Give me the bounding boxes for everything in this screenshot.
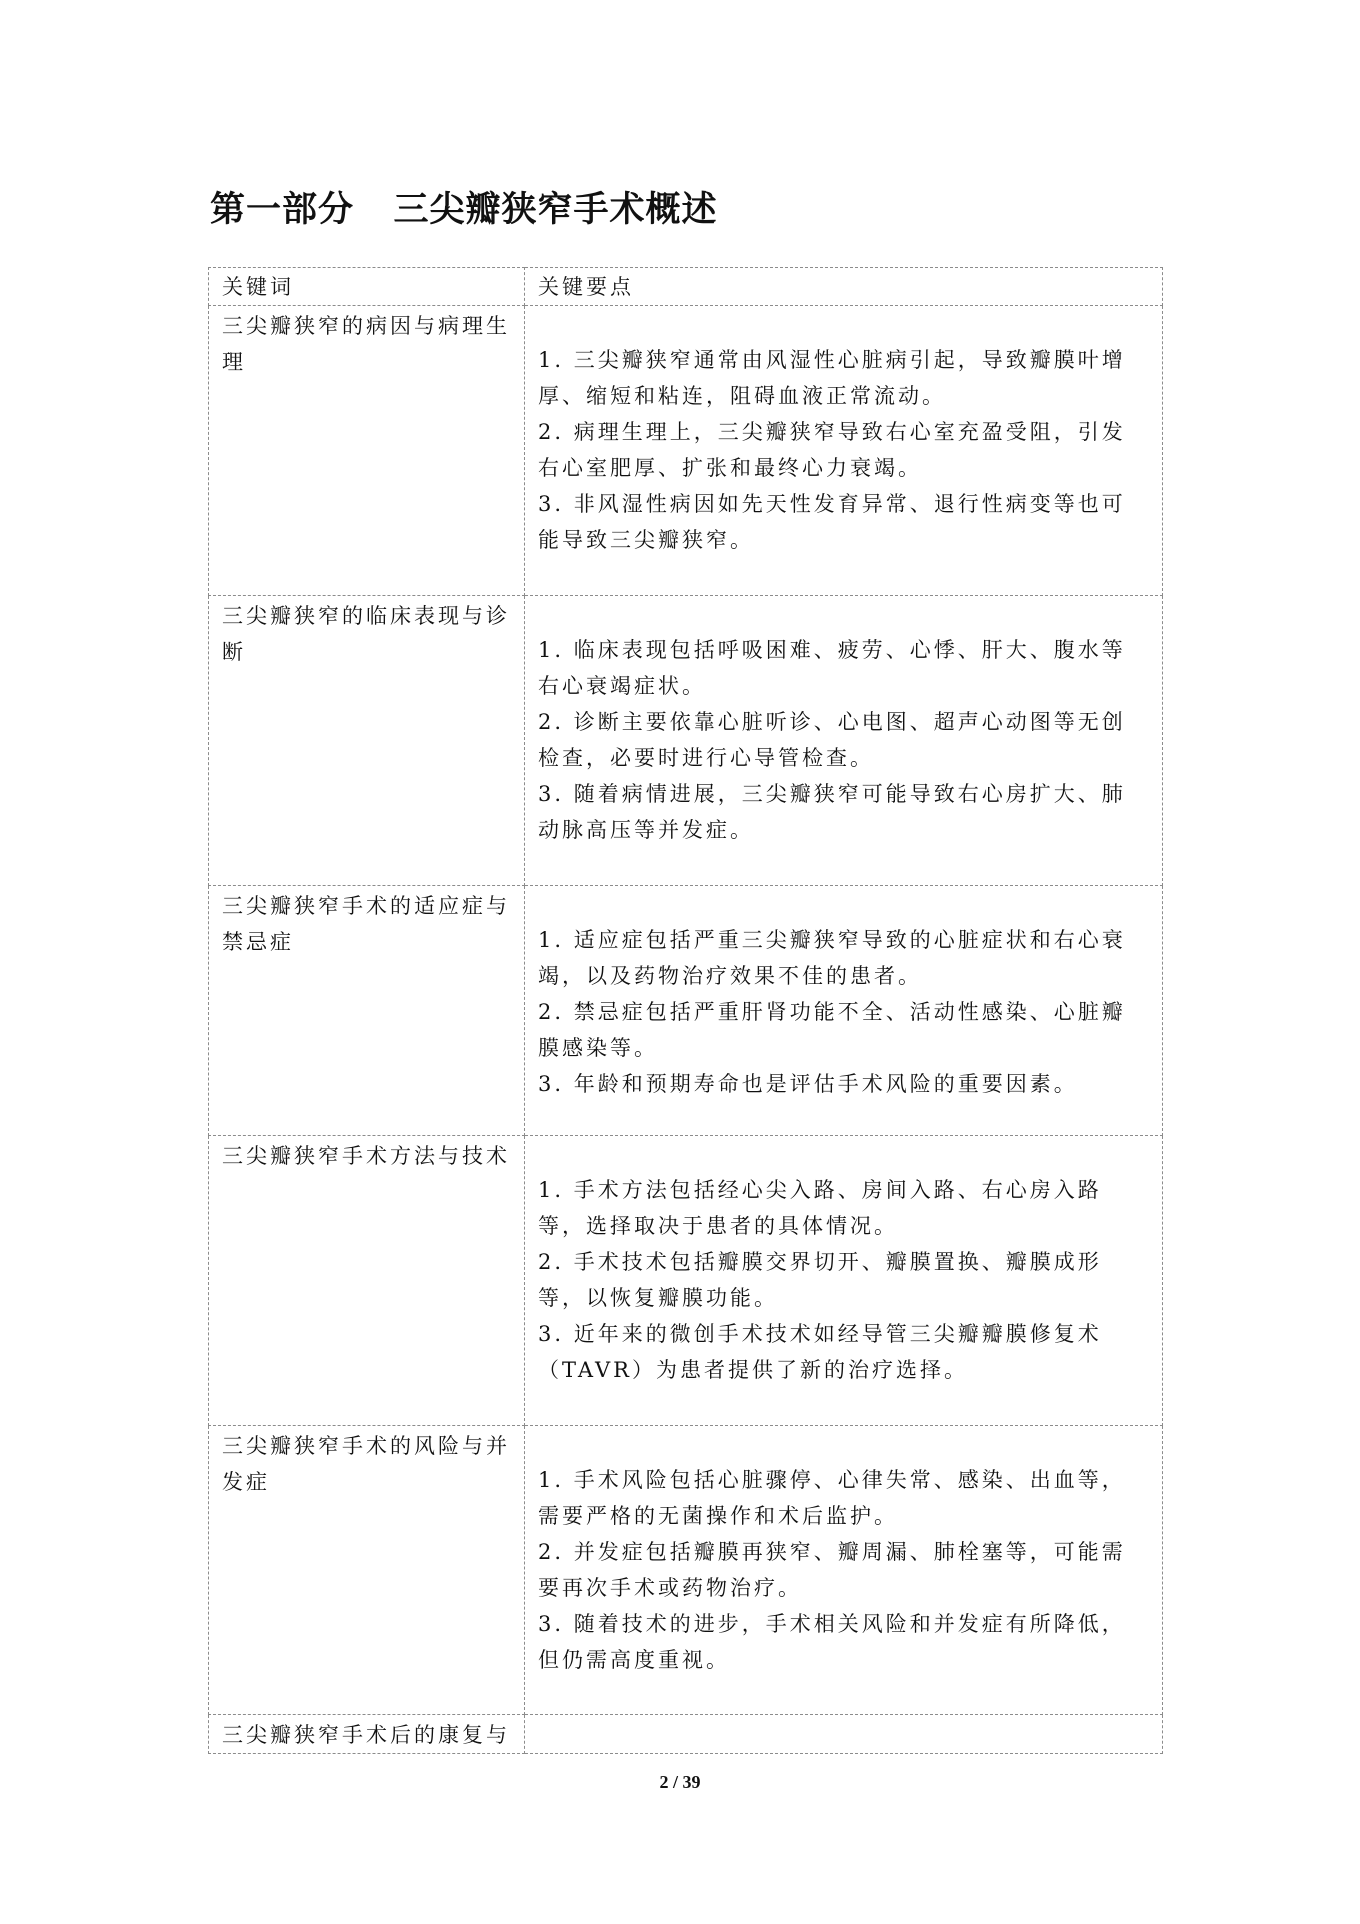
- header-key-points: 关键要点: [525, 268, 1163, 306]
- table-row: [209, 306, 1163, 596]
- key-point: 2. 病理生理上，三尖瓣狭窄导致右心室充盈受阻，引发右心室肥厚、扩张和最终心力衰竭。: [538, 420, 1126, 480]
- key-points-cell: [525, 1136, 1163, 1426]
- keyword-cell: 三尖瓣狭窄手术的适应症与禁忌症: [209, 886, 525, 1136]
- key-point: 3. 随着技术的进步，手术相关风险和并发症有所降低，但仍需高度重视。: [538, 1612, 1126, 1672]
- key-point: 1. 手术风险包括心脏骤停、心律失常、感染、出血等，需要严格的无菌操作和术后监护。: [538, 1468, 1126, 1528]
- keyword-cell: 三尖瓣狭窄手术的风险与并发症: [209, 1426, 525, 1715]
- table-row: [209, 1715, 1163, 1754]
- key-points-cell: [525, 886, 1163, 1136]
- key-points-cell: [525, 1426, 1163, 1715]
- key-points-cell: [525, 1715, 1163, 1754]
- key-point: 2. 并发症包括瓣膜再狭窄、瓣周漏、肺栓塞等，可能需要再次手术或药物治疗。: [538, 1540, 1126, 1600]
- key-point: 1. 三尖瓣狭窄通常由风湿性心脏病引起，导致瓣膜叶增厚、缩短和粘连，阻碍血液正常流动。: [538, 348, 1126, 408]
- key-point: 2. 禁忌症包括严重肝肾功能不全、活动性感染、心脏瓣膜感染等。: [538, 1000, 1126, 1060]
- page-number: 2 / 39: [659, 1772, 701, 1792]
- table-row: [209, 1136, 1163, 1426]
- table-header-row: [209, 268, 1163, 306]
- table-row: [209, 1426, 1163, 1715]
- key-point: 2. 手术技术包括瓣膜交界切开、瓣膜置换、瓣膜成形等，以恢复瓣膜功能。: [538, 1250, 1102, 1310]
- key-point: 3. 近年来的微创手术技术如经导管三尖瓣瓣膜修复术（TAVR）为患者提供了新的治疗选择。: [538, 1322, 1102, 1382]
- key-points-cell: [525, 306, 1163, 596]
- key-point: 1. 手术方法包括经心尖入路、房间入路、右心房入路等，选择取决于患者的具体情况。: [538, 1178, 1102, 1238]
- header-keyword: 关键词: [209, 268, 525, 306]
- key-point: 3. 随着病情进展，三尖瓣狭窄可能导致右心房扩大、肺动脉高压等并发症。: [538, 782, 1126, 842]
- keypoints-table: [208, 267, 1163, 1754]
- key-points-cell: [525, 596, 1163, 886]
- table-row: [209, 596, 1163, 886]
- keyword-cell: 三尖瓣狭窄的病因与病理生理: [209, 306, 525, 596]
- keyword-cell: 三尖瓣狭窄手术方法与技术: [209, 1136, 525, 1426]
- table-row: [209, 886, 1163, 1136]
- key-point: 1. 适应症包括严重三尖瓣狭窄导致的心脏症状和右心衰竭，以及药物治疗效果不佳的患者。: [538, 928, 1126, 988]
- keyword-cell: 三尖瓣狭窄的临床表现与诊断: [209, 596, 525, 886]
- keyword-cell: 三尖瓣狭窄手术后的康复与: [209, 1715, 525, 1754]
- key-point: 2. 诊断主要依靠心脏听诊、心电图、超声心动图等无创检查，必要时进行心导管检查。: [538, 710, 1126, 770]
- key-point: 3. 年龄和预期寿命也是评估手术风险的重要因素。: [538, 1072, 1078, 1096]
- key-point: 1. 临床表现包括呼吸困难、疲劳、心悸、肝大、腹水等右心衰竭症状。: [538, 638, 1126, 698]
- page-title: 第一部分 三尖瓣狭窄手术概述: [210, 189, 718, 230]
- key-point: 3. 非风湿性病因如先天性发育异常、退行性病变等也可能导致三尖瓣狭窄。: [538, 492, 1126, 552]
